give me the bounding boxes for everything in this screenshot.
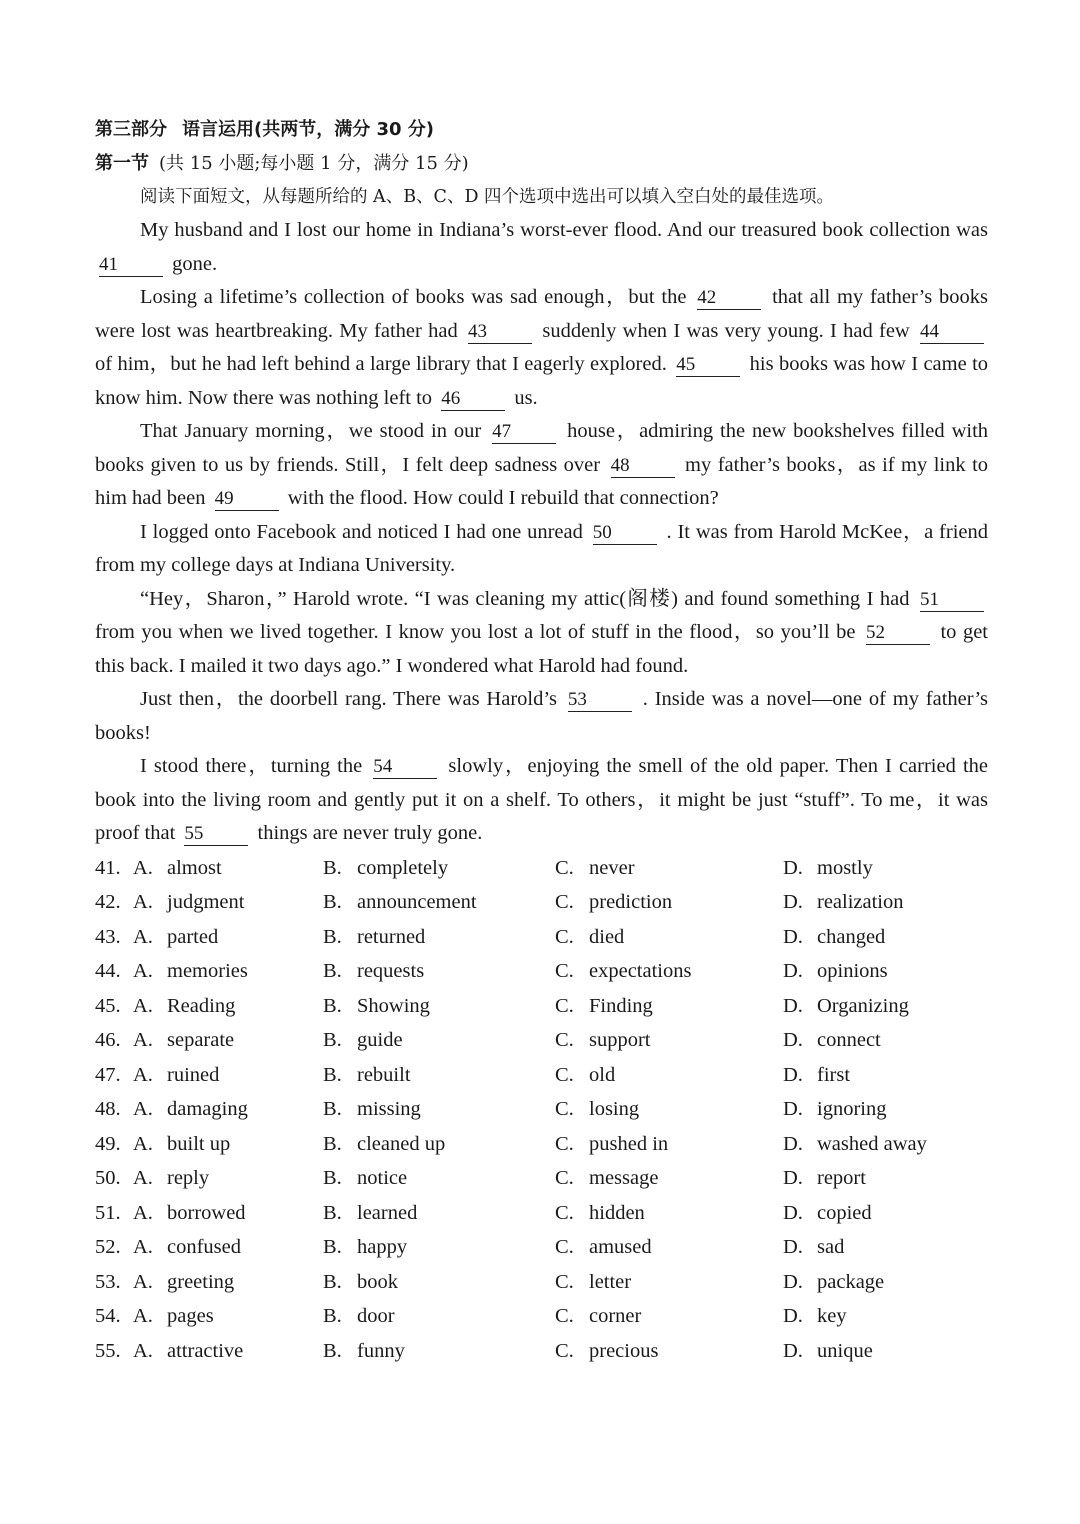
option-text: realization: [817, 891, 904, 913]
option-letter: C.: [555, 1236, 574, 1258]
option-letter: D.: [783, 1167, 803, 1189]
option-letter: B.: [323, 1270, 342, 1293]
option-text: message: [589, 1167, 659, 1189]
blank-43: 43: [468, 321, 532, 344]
option-a[interactable]: [133, 1230, 323, 1265]
option-b[interactable]: [323, 851, 555, 886]
question-number: 52.: [95, 1236, 121, 1258]
option-text: old: [589, 1063, 616, 1086]
option-letter: A.: [133, 1305, 153, 1327]
question-row: [95, 851, 988, 886]
question-row: [95, 989, 988, 1024]
option-letter: B.: [323, 1098, 342, 1120]
question-number: 49.: [95, 1132, 121, 1155]
option-letter: A.: [133, 891, 153, 913]
option-letter: A.: [133, 1029, 153, 1051]
question-number: 43.: [95, 925, 121, 948]
option-letter: D.: [783, 1270, 803, 1293]
option-text: first: [817, 1063, 851, 1086]
option-text: ruined: [167, 1063, 220, 1086]
option-text: Showing: [357, 994, 430, 1017]
option-b[interactable]: [323, 885, 555, 920]
option-letter: D.: [783, 1339, 803, 1362]
question-row: [95, 1127, 988, 1162]
passage-text: I stood there，turning the: [140, 755, 363, 777]
option-d[interactable]: [783, 1334, 983, 1369]
option-text: pushed in: [589, 1132, 669, 1155]
option-text: expectations: [589, 960, 692, 982]
option-b[interactable]: [323, 1023, 555, 1058]
blank-47: 47: [492, 421, 556, 444]
option-letter: C.: [555, 1029, 574, 1051]
option-letter: C.: [555, 1270, 574, 1293]
option-text: opinions: [817, 960, 888, 982]
passage-text: “Hey，Sharon，” Harold wrote. “I was cleaning my attic(阁楼) and found something I had: [140, 587, 910, 610]
option-b[interactable]: [323, 1161, 555, 1196]
option-d[interactable]: [783, 1058, 983, 1093]
passage-text: of him，but he had left behind a large library that I eagerly explored.: [95, 353, 667, 375]
option-letter: C.: [555, 891, 574, 913]
passage-text: That January morning，we stood in our: [140, 420, 482, 442]
option-a[interactable]: [133, 920, 323, 955]
option-text: Finding: [589, 994, 653, 1017]
option-b[interactable]: [323, 989, 555, 1024]
passage-text: suddenly when I was very young. I had few: [542, 319, 910, 342]
blank-46: 46: [441, 388, 505, 411]
option-text: separate: [167, 1029, 235, 1051]
option-c[interactable]: [555, 1058, 783, 1093]
option-text: mostly: [817, 856, 873, 879]
section-subtitle: (共 15 小题;每小题 1 分，满分 15 分): [159, 153, 469, 174]
option-a[interactable]: [133, 1127, 323, 1162]
option-text: borrowed: [167, 1201, 246, 1224]
question-row: [95, 1299, 988, 1334]
option-letter: A.: [133, 1339, 153, 1362]
blank-45: 45: [676, 354, 740, 377]
option-letter: A.: [133, 1098, 153, 1120]
option-letter: D.: [783, 1236, 803, 1258]
option-d[interactable]: [783, 1230, 983, 1265]
question-row: [95, 1161, 988, 1196]
question-row: [95, 1230, 988, 1265]
option-text: amused: [589, 1236, 652, 1258]
option-c[interactable]: [555, 920, 783, 955]
option-letter: B.: [323, 960, 342, 982]
option-a[interactable]: [133, 1265, 323, 1300]
option-text: door: [357, 1305, 395, 1327]
option-letter: C.: [555, 994, 574, 1017]
option-letter: D.: [783, 1098, 803, 1120]
option-d[interactable]: [783, 1092, 983, 1127]
option-d[interactable]: [783, 1196, 983, 1231]
option-c[interactable]: [555, 1023, 783, 1058]
blank-52: 52: [866, 622, 930, 645]
passage-text: us.: [514, 386, 538, 409]
option-text: connect: [817, 1029, 881, 1051]
question-number: 55.: [95, 1339, 121, 1362]
option-d[interactable]: [783, 1127, 983, 1162]
option-c[interactable]: [555, 1299, 783, 1334]
option-a[interactable]: [133, 885, 323, 920]
exam-page: [95, 112, 988, 1368]
option-a[interactable]: [133, 1058, 323, 1093]
option-letter: A.: [133, 1236, 153, 1258]
option-letter: D.: [783, 994, 803, 1017]
question-row: [95, 1265, 988, 1300]
question-row: [95, 1196, 988, 1231]
blank-51: 51: [920, 589, 984, 612]
option-a[interactable]: [133, 1092, 323, 1127]
option-text: missing: [357, 1098, 421, 1120]
passage-text: Losing a lifetime’s collection of books was sad enough，but the: [140, 286, 687, 308]
option-letter: B.: [323, 994, 342, 1017]
option-text: key: [817, 1305, 847, 1327]
option-text: package: [817, 1270, 885, 1293]
option-d[interactable]: [783, 1023, 983, 1058]
option-text: judgment: [167, 891, 245, 913]
option-letter: C.: [555, 1167, 574, 1189]
option-text: washed away: [817, 1132, 927, 1155]
option-text: reply: [167, 1167, 210, 1189]
option-text: support: [589, 1029, 651, 1051]
question-number: 47.: [95, 1063, 121, 1086]
option-text: unique: [817, 1339, 873, 1362]
option-c[interactable]: [555, 1334, 783, 1369]
passage-paragraph: [95, 415, 988, 516]
option-c[interactable]: [555, 989, 783, 1024]
option-text: copied: [817, 1201, 872, 1224]
option-text: attractive: [167, 1339, 244, 1362]
passage-paragraph: [95, 583, 988, 684]
option-letter: C.: [555, 1063, 574, 1086]
blank-48: 48: [611, 455, 675, 478]
option-letter: D.: [783, 856, 803, 879]
option-d[interactable]: [783, 989, 983, 1024]
option-text: completely: [357, 856, 449, 879]
option-text: precious: [589, 1339, 659, 1362]
option-letter: D.: [783, 1029, 803, 1051]
option-letter: C.: [555, 1132, 574, 1155]
option-d[interactable]: [783, 851, 983, 886]
option-text: greeting: [167, 1270, 235, 1293]
option-a[interactable]: [133, 1023, 323, 1058]
option-c[interactable]: [555, 1161, 783, 1196]
blank-55: 55: [184, 823, 248, 846]
option-letter: D.: [783, 1132, 803, 1155]
option-letter: B.: [323, 1063, 342, 1086]
option-text: built up: [167, 1132, 231, 1155]
option-text: funny: [357, 1339, 405, 1362]
question-number: 42.: [95, 891, 121, 913]
passage-text: things are never truly gone.: [257, 822, 483, 844]
option-text: died: [589, 925, 625, 948]
option-letter: D.: [783, 1201, 803, 1224]
option-letter: B.: [323, 1201, 342, 1224]
option-letter: B.: [323, 1167, 342, 1189]
question-number: 54.: [95, 1305, 121, 1327]
question-number: 51.: [95, 1201, 121, 1224]
passage-text: . Inside was a novel—one of my father’s books!: [95, 688, 989, 744]
option-c[interactable]: [555, 1092, 783, 1127]
option-text: requests: [357, 960, 425, 982]
part-subtitle: 语言运用(共两节，满分 30 分): [182, 119, 435, 140]
instruction-text: 阅读下面短文，从每题所给的 A、B、C、D 四个选项中选出可以填入空白处的最佳选项。: [140, 187, 835, 207]
option-text: learned: [357, 1201, 418, 1224]
part-title: 第三部分: [95, 119, 167, 140]
blank-44: 44: [920, 321, 984, 344]
question-number: 48.: [95, 1098, 121, 1120]
option-letter: C.: [555, 856, 574, 879]
blank-50: 50: [593, 522, 657, 545]
option-letter: D.: [783, 1305, 803, 1327]
option-letter: B.: [323, 891, 342, 913]
option-text: notice: [357, 1167, 408, 1189]
option-text: announcement: [357, 891, 477, 913]
question-number: 44.: [95, 960, 121, 982]
passage-text: from you when we lived together. I know you lost a lot of stuff in the flood，so you’ll be: [95, 621, 856, 643]
question-row: [95, 885, 988, 920]
option-text: hidden: [589, 1201, 645, 1224]
option-text: prediction: [589, 891, 673, 913]
passage-text: house，admiring the new bookshelves filled with books given to us by friends. Still，I felt deep sadness over: [95, 420, 989, 476]
option-a[interactable]: [133, 1334, 323, 1369]
option-text: damaging: [167, 1098, 248, 1120]
option-text: changed: [817, 925, 886, 948]
option-c[interactable]: [555, 1230, 783, 1265]
option-letter: B.: [323, 1132, 342, 1155]
option-c[interactable]: [555, 885, 783, 920]
option-text: never: [589, 856, 635, 879]
question-row: [95, 1058, 988, 1093]
option-text: report: [817, 1167, 866, 1189]
option-text: parted: [167, 925, 219, 948]
passage-text: slowly，enjoying the smell of the old paper. Then I carried the book into the living room and gently put it on a shelf. To others，it might be just “stuff”. To me，it was proof that: [95, 755, 988, 844]
option-text: Reading: [167, 994, 236, 1017]
option-text: sad: [817, 1236, 845, 1258]
option-text: losing: [589, 1098, 640, 1120]
option-letter: B.: [323, 856, 342, 879]
passage-text: I logged onto Facebook and noticed I had one unread: [140, 520, 583, 543]
option-letter: D.: [783, 925, 803, 948]
option-letter: D.: [783, 1063, 803, 1086]
passage-text: Just then，the doorbell rang. There was Harold’s: [140, 688, 558, 710]
option-text: guide: [357, 1029, 403, 1051]
option-letter: B.: [323, 1339, 342, 1362]
option-letter: C.: [555, 1098, 574, 1120]
option-c[interactable]: [555, 1127, 783, 1162]
question-number: 46.: [95, 1029, 121, 1051]
option-text: pages: [167, 1305, 214, 1327]
question-row: [95, 1023, 988, 1058]
option-text: cleaned up: [357, 1132, 446, 1155]
option-a[interactable]: [133, 1299, 323, 1334]
option-letter: C.: [555, 925, 574, 948]
option-text: corner: [589, 1305, 642, 1327]
option-text: confused: [167, 1236, 242, 1258]
passage-text: gone.: [172, 252, 218, 275]
passage-text: . It was from Harold McKee，a friend from my college days at Indiana University.: [95, 520, 989, 576]
option-a[interactable]: [133, 1161, 323, 1196]
option-c[interactable]: [555, 954, 783, 989]
option-text: book: [357, 1270, 398, 1293]
passage-text: with the flood. How could I rebuild that connection?: [287, 487, 719, 509]
question-number: 50.: [95, 1167, 121, 1189]
option-b[interactable]: [323, 1299, 555, 1334]
option-letter: C.: [555, 960, 574, 982]
option-b[interactable]: [323, 920, 555, 955]
question-row: [95, 954, 988, 989]
passage-paragraph: [95, 214, 988, 281]
option-text: memories: [167, 960, 248, 982]
option-c[interactable]: [555, 851, 783, 886]
option-letter: B.: [323, 925, 342, 948]
blank-42: 42: [697, 287, 761, 310]
question-row: [95, 1334, 988, 1369]
option-a[interactable]: [133, 851, 323, 886]
option-b[interactable]: [323, 954, 555, 989]
part-heading: [95, 112, 988, 146]
passage-text: My husband and I lost our home in Indiana’s worst-ever flood. And our treasured book collection was: [140, 219, 988, 241]
option-a[interactable]: [133, 989, 323, 1024]
question-row: [95, 920, 988, 955]
options-list: [95, 851, 988, 1369]
option-letter: D.: [783, 891, 803, 913]
option-b[interactable]: [323, 1092, 555, 1127]
passage-paragraph: [95, 683, 988, 750]
section-title: 第一节: [95, 153, 149, 174]
passage-text: to get this back. I mailed it two days ago.” I wondered what Harold had found.: [95, 621, 989, 677]
option-letter: A.: [133, 1167, 153, 1189]
option-c[interactable]: [555, 1196, 783, 1231]
option-letter: B.: [323, 1029, 342, 1051]
option-d[interactable]: [783, 1265, 983, 1300]
blank-53: 53: [568, 689, 632, 712]
passage-text: my father’s books，as if my link to him had been: [95, 453, 989, 509]
option-d[interactable]: [783, 885, 983, 920]
option-text: returned: [357, 925, 426, 948]
option-letter: A.: [133, 1270, 153, 1293]
option-letter: A.: [133, 1132, 153, 1155]
option-a[interactable]: [133, 1196, 323, 1231]
option-letter: C.: [555, 1201, 574, 1224]
passage-paragraph: [95, 281, 988, 415]
question-number: 41.: [95, 856, 121, 879]
passage-paragraph: [95, 516, 988, 583]
option-letter: A.: [133, 856, 153, 879]
option-b[interactable]: [323, 1334, 555, 1369]
passage-paragraph: [95, 750, 988, 851]
option-text: rebuilt: [357, 1063, 411, 1086]
question-row: [95, 1092, 988, 1127]
option-letter: A.: [133, 1201, 153, 1224]
option-d[interactable]: [783, 954, 983, 989]
passage-text: that all my father’s books were lost was heartbreaking. My father had: [95, 286, 989, 342]
option-b[interactable]: [323, 1265, 555, 1300]
option-letter: A.: [133, 960, 153, 982]
option-text: happy: [357, 1236, 408, 1258]
option-letter: B.: [323, 1236, 342, 1258]
option-letter: C.: [555, 1339, 574, 1362]
cloze-passage: [95, 214, 988, 851]
option-b[interactable]: [323, 1058, 555, 1093]
blank-54: 54: [373, 756, 437, 779]
question-number: 45.: [95, 994, 121, 1017]
option-b[interactable]: [323, 1230, 555, 1265]
option-letter: A.: [133, 1063, 153, 1086]
option-text: ignoring: [817, 1098, 887, 1120]
option-b[interactable]: [323, 1196, 555, 1231]
option-letter: A.: [133, 994, 153, 1017]
option-d[interactable]: [783, 1161, 983, 1196]
blank-49: 49: [215, 488, 279, 511]
passage-text: his books was how I came to know him. Now there was nothing left to: [95, 353, 989, 409]
option-text: letter: [589, 1270, 632, 1293]
question-number: 53.: [95, 1270, 121, 1293]
option-letter: B.: [323, 1305, 342, 1327]
option-c[interactable]: [555, 1265, 783, 1300]
option-text: Organizing: [817, 994, 909, 1017]
option-letter: D.: [783, 960, 803, 982]
option-d[interactable]: [783, 1299, 983, 1334]
option-b[interactable]: [323, 1127, 555, 1162]
option-letter: C.: [555, 1305, 574, 1327]
option-d[interactable]: [783, 920, 983, 955]
section-heading: [95, 146, 988, 180]
option-text: almost: [167, 856, 222, 879]
option-a[interactable]: [133, 954, 323, 989]
blank-41: 41: [99, 254, 163, 277]
option-letter: A.: [133, 925, 153, 948]
